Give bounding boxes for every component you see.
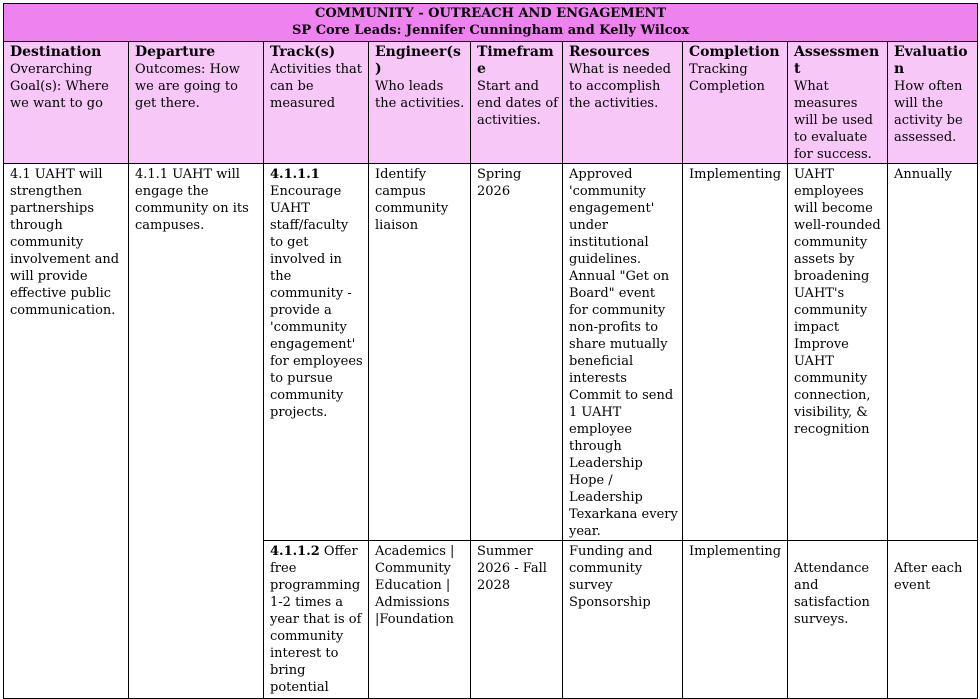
header-desc: What is needed to accomplish the activities.: [569, 62, 671, 111]
resources-text: Funding and community survey Sponsorship: [569, 544, 653, 610]
track-number: 4.1.1.2: [270, 544, 320, 559]
header-departure: [129, 42, 264, 164]
header-tracks: [264, 42, 369, 164]
timeframe-cell: Spring 2026: [471, 164, 563, 541]
header-desc: Start and end dates of activities.: [477, 79, 558, 128]
header-resources: [563, 42, 683, 164]
assessment-cell: [788, 541, 888, 699]
header-assessment: [788, 42, 888, 164]
header-label: Engineer(s): [375, 44, 461, 77]
header-row: [4, 42, 978, 164]
header-timeframe: [471, 42, 563, 164]
header-evaluation: [888, 42, 978, 164]
completion-cell: Implementing: [683, 541, 788, 699]
title-line-2: SP Core Leads: Jennifer Cunningham and Kelly Wilcox: [292, 23, 690, 38]
resources-cell: [563, 164, 683, 541]
evaluation-cell: Annually: [888, 164, 978, 541]
title-line-1: COMMUNITY - OUTREACH AND ENGAGEMENT: [315, 6, 667, 21]
header-desc: How often will the activity be assessed.: [894, 79, 963, 145]
header-desc: Activities that can be measured: [270, 62, 363, 111]
assessment-cell: [788, 164, 888, 541]
header-label: Assessment: [794, 44, 880, 77]
resources-text: Approved 'community engagement' under institutional guidelines. Annual "Get on Board" event for community non-profits to share mutually beneficial interests Commit to send 1 UAHT employee through Leadership Hope / Leadership Texarkana every year.: [569, 167, 678, 539]
header-label: Departure: [135, 44, 216, 60]
destination-cell: 4.1 UAHT will strengthen partnerships through community involvement and will provide effective public communication.: [4, 164, 129, 699]
timeframe-cell: Summer 2026 - Fall 2028: [471, 541, 563, 699]
outreach-engagement-table: [3, 3, 978, 699]
spacer: [794, 543, 883, 560]
assessment-text: UAHT employees will become well-rounded community assets by broadening UAHT's community impact Improve UAHT community connection, visibility, & recognition: [794, 167, 881, 437]
assessment-text: Attendance and satisfaction surveys.: [794, 561, 870, 627]
track-number: 4.1.1.1: [270, 167, 320, 182]
track-text: Offer free programming 1-2 times a year that is of community interest to bring potential: [270, 544, 362, 695]
spacer: [894, 543, 973, 560]
engineer-cell: Academics | Community Education | Admissions |Foundation: [369, 541, 471, 699]
header-desc: Tracking Completion: [689, 62, 765, 94]
table-title: [4, 4, 978, 42]
evaluation-cell: [888, 541, 978, 699]
track-cell: [264, 541, 369, 699]
resources-cell: [563, 541, 683, 699]
table-row: [4, 164, 978, 541]
header-engineers: [369, 42, 471, 164]
header-destination: [4, 42, 129, 164]
header-desc: Overarching Goal(s): Where we want to go: [10, 62, 109, 111]
header-label: Timeframe: [477, 44, 554, 77]
header-label: Resources: [569, 44, 650, 60]
header-desc: What measures will be used to evaluate for success.: [794, 79, 873, 162]
header-label: Destination: [10, 44, 102, 60]
track-cell: [264, 164, 369, 541]
departure-cell: 4.1.1 UAHT will engage the community on its campuses.: [129, 164, 264, 699]
header-desc: Outcomes: How we are going to get there.: [135, 62, 240, 111]
track-text: Encourage UAHT staff/faculty to get involved in the community - provide a 'community engagement' for employees to pursue community projects.: [270, 184, 363, 420]
engineer-cell: Identify campus community liaison: [369, 164, 471, 541]
header-completion: [683, 42, 788, 164]
header-label: Track(s): [270, 44, 336, 60]
evaluation-text: After each event: [894, 561, 963, 593]
header-label: Completion: [689, 44, 780, 60]
completion-cell: Implementing: [683, 164, 788, 541]
header-label: Evaluation: [894, 44, 968, 77]
header-desc: Who leads the activities.: [375, 79, 465, 111]
title-row: [4, 4, 978, 42]
